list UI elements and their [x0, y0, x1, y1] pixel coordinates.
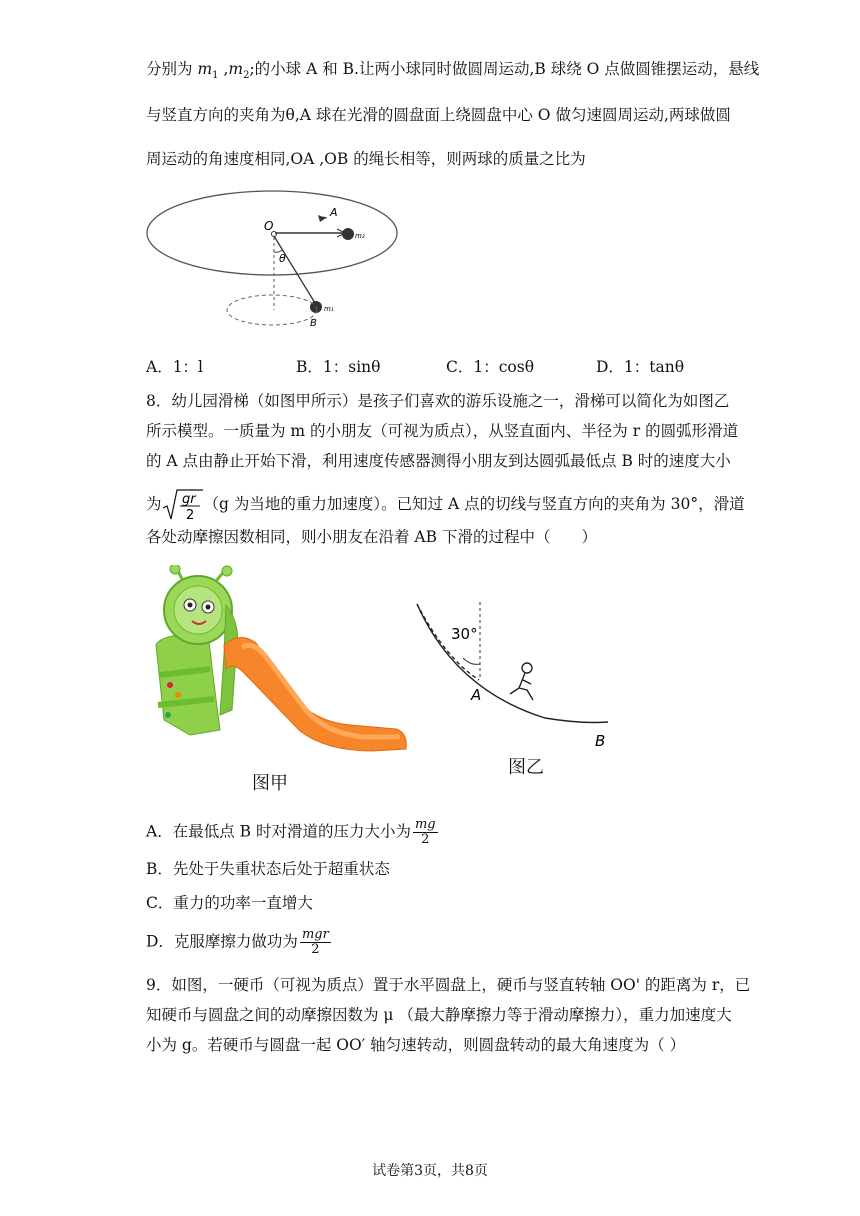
q9-line-3: 小为 g。若硬币与圆盘一起 OO′ 轴匀速转动，则圆盘转动的最大角速度为（ ） [146, 1036, 686, 1054]
q7-line-2: 与竖直方向的夹角为θ,A 球在光滑的圆盘面上绕圆盘中心 O 做匀速圆周运动,两球做圆 [146, 106, 731, 124]
child-head [522, 663, 532, 673]
point-b-label: B [595, 732, 606, 750]
label-b: B [310, 318, 317, 329]
label-theta: θ [279, 252, 286, 265]
label-m2: m₂ [355, 232, 365, 240]
q8-line-5: 各处动摩擦因数相同，则小朋友在沿着 AB 下滑的过程中（ ） [146, 528, 597, 546]
q8-line-1: 8．幼儿园滑梯（如图甲所示）是孩子们喜欢的游乐设施之一，滑梯可以简化为如图乙 [146, 392, 730, 410]
cone-circle [227, 295, 317, 325]
caption-fig-yi: 图乙 [508, 757, 544, 778]
q8-option-b: B．先处于失重状态后处于超重状态 [146, 860, 390, 878]
sqrt-expression [162, 488, 204, 522]
q7-option-b: B．1：sinθ [296, 358, 381, 376]
caption-fig-jia: 图甲 [252, 773, 288, 794]
q8-line-4: 为 gr 2 （g 为当地的重力加速度）。已知过 A 点的切线与竖直方向的夹角为 30°，滑道 [146, 488, 745, 522]
q7-line-1: 分别为 $m_1$ $,m_2$;的小球 A 和 B.让两小球同时做圆周运动,B 球绕 O 点做圆锥摆运动，悬线 [146, 60, 760, 82]
label-a: A [330, 206, 338, 219]
q7-option-d: D．1：tanθ [596, 358, 685, 376]
ball-a [342, 228, 354, 240]
q8-line-2: 所示模型。一质量为 m 的小朋友（可视为质点），从竖直面内、半径为 r 的圆弧形滑道 [146, 422, 739, 440]
q9-line-1: 9．如图，一硬币（可视为质点）置于水平圆盘上，硬币与竖直转轴 OO' 的距离为 r，已 [146, 976, 751, 994]
point-a-label: A [471, 686, 482, 704]
q8-option-d: D．克服摩擦力做功为 $\frac{\text{mgr}}{2}$ [146, 927, 329, 957]
q7-option-c: C．1：cosθ [446, 358, 535, 376]
page-footer: 试卷第3页，共8页 [372, 1163, 488, 1179]
q8-option-a: A．在最低点 B 时对滑道的压力大小为 $\frac{mg}{2}$ [146, 817, 436, 847]
label-m1: m₁ [324, 305, 334, 313]
slide-model-figure [415, 600, 615, 750]
label-o: O [264, 219, 274, 233]
angle-label: 30° [451, 625, 478, 643]
q9-line-2: 知硬币与圆盘之间的动摩擦因数为 μ （最大静摩擦力等于滑动摩擦力），重力加速度大 [146, 1006, 732, 1024]
q8-option-c: C．重力的功率一直增大 [146, 894, 313, 912]
q7-option-a: A．1：l [146, 358, 204, 376]
ob-string [274, 236, 315, 303]
q7-line-3: 周运动的角速度相同,OA ,OB 的绳长相等，则两球的质量之比为 [146, 150, 586, 168]
q8-line-3: 的 A 点由静止开始下滑，利用速度传感器测得小朋友到达圆弧最低点 B 时的速度大小 [146, 452, 731, 470]
svg-text:gr: gr [181, 492, 196, 507]
slide-photo [150, 565, 415, 770]
svg-text:2: 2 [185, 508, 194, 522]
child-body [510, 673, 533, 700]
arc-track [417, 604, 608, 723]
q7-figure [145, 182, 400, 342]
